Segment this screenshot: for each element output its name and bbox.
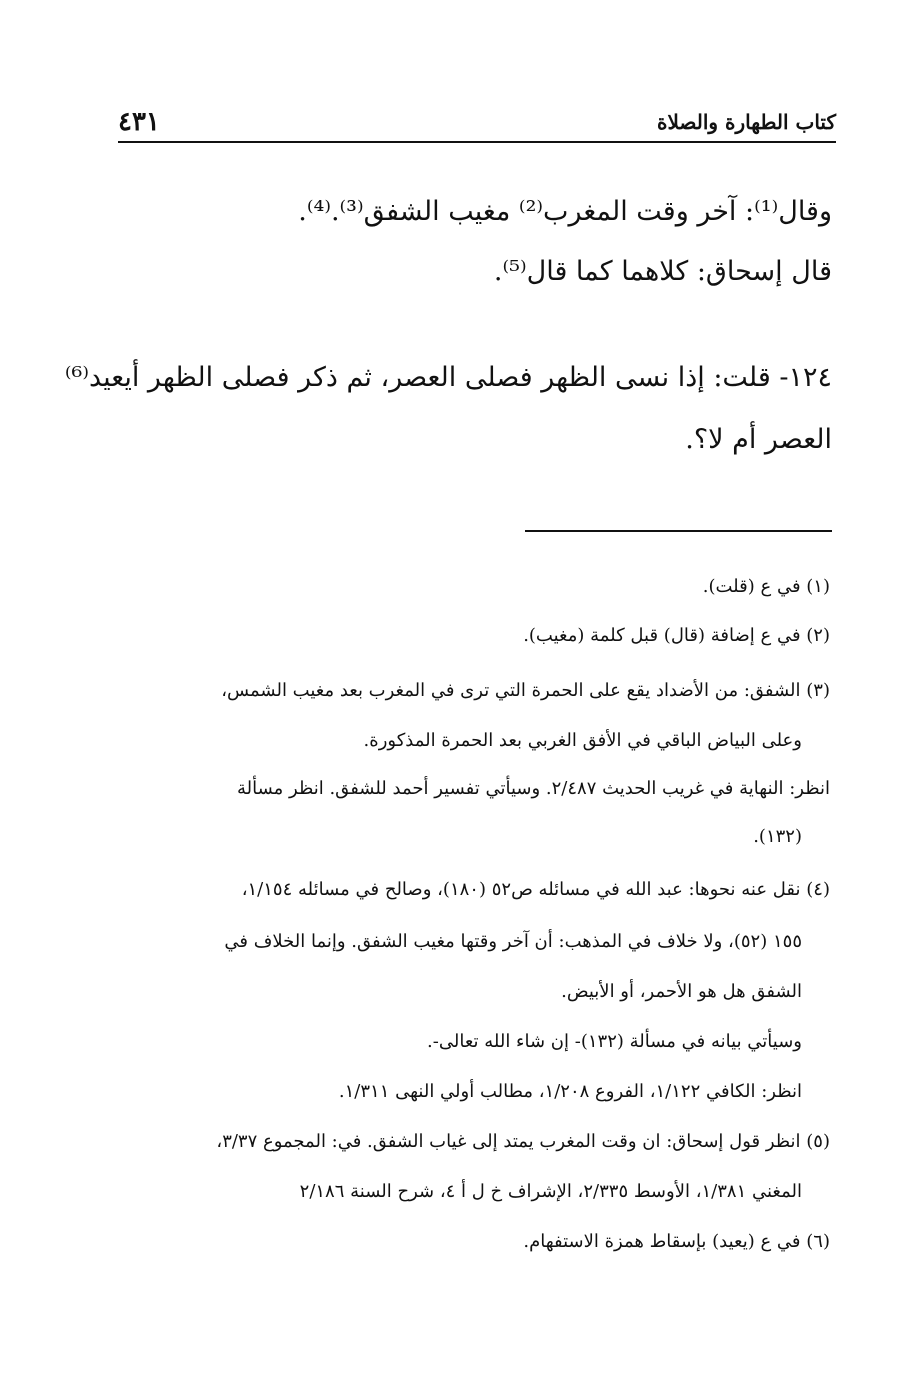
footnote-3: (٣) الشفق: من الأضداد يقع على الحمرة التي ترى في المغرب بعد مغيب الشمس،	[221, 680, 830, 701]
footnote-6: (٦) في ع (يعيد) بإسقاط همزة الاستفهام.	[523, 1231, 830, 1252]
footnote-4-cont-2: الشفق هل هو الأحمر، أو الأبيض.	[561, 981, 802, 1002]
body-line-1: وقال⁽¹⁾: آخر وقت المغرب⁽²⁾ مغيب الشفق⁽³⁾.⁽⁴⁾.	[298, 196, 832, 227]
question-124-line-1: ١٢٤- قلت: إذا نسى الظهر فصلى العصر، ثم ذكر فصلى الظهر أيعيد⁽⁶⁾	[64, 362, 832, 393]
footnote-5-cont-1: المغني ١/٣٨١، الأوسط ٢/٣٣٥، الإشراف خ ل أ ٤، شرح السنة ٢/١٨٦	[299, 1181, 802, 1202]
footnote-4-cont-1: ١٥٥ (٥٢)، ولا خلاف في المذهب: أن آخر وقتها مغيب الشفق. وإنما الخلاف في	[224, 931, 802, 952]
body-line-2: قال إسحاق: كلاهما كما قال⁽⁵⁾.	[493, 256, 832, 287]
page-number: ٤٣١	[118, 107, 160, 137]
question-124-line-2: العصر أم لا؟.	[685, 424, 832, 455]
footnote-1: (١) في ع (قلت).	[702, 576, 830, 597]
footnote-3-cont-1: وعلى البياض الباقي في الأفق الغربي بعد الحمرة المذكورة.	[363, 730, 802, 751]
footnote-3-cont-3: (١٣٢).	[753, 826, 802, 847]
running-title: كتاب الطهارة والصلاة	[657, 110, 836, 134]
footnote-separator	[525, 530, 832, 532]
footnote-4: (٤) نقل عنه نحوها: عبد الله في مسائله ص٥٢ (١٨٠)، وصالح في مسائله ١/١٥٤،	[241, 879, 830, 900]
header-rule	[118, 141, 836, 143]
page-header	[118, 105, 836, 139]
footnote-4-cont-4: انظر: الكافي ١/١٢٢، الفروع ١/٢٠٨، مطالب أولي النهى ١/٣١١.	[338, 1081, 802, 1102]
footnote-4-cont-3: وسيأتي بيانه في مسألة (١٣٢)- إن شاء الله تعالى-.	[427, 1031, 802, 1052]
footnote-2: (٢) في ع إضافة (قال) قبل كلمة (مغيب).	[523, 625, 830, 646]
footnote-5: (٥) انظر قول إسحاق: ان وقت المغرب يمتد إلى غياب الشفق. في: المجموع ٣/٣٧،	[216, 1131, 830, 1152]
footnote-3-cont-2: انظر: النهاية في غريب الحديث ٢/٤٨٧. وسيأتي تفسير أحمد للشفق. انظر مسألة	[236, 778, 830, 799]
